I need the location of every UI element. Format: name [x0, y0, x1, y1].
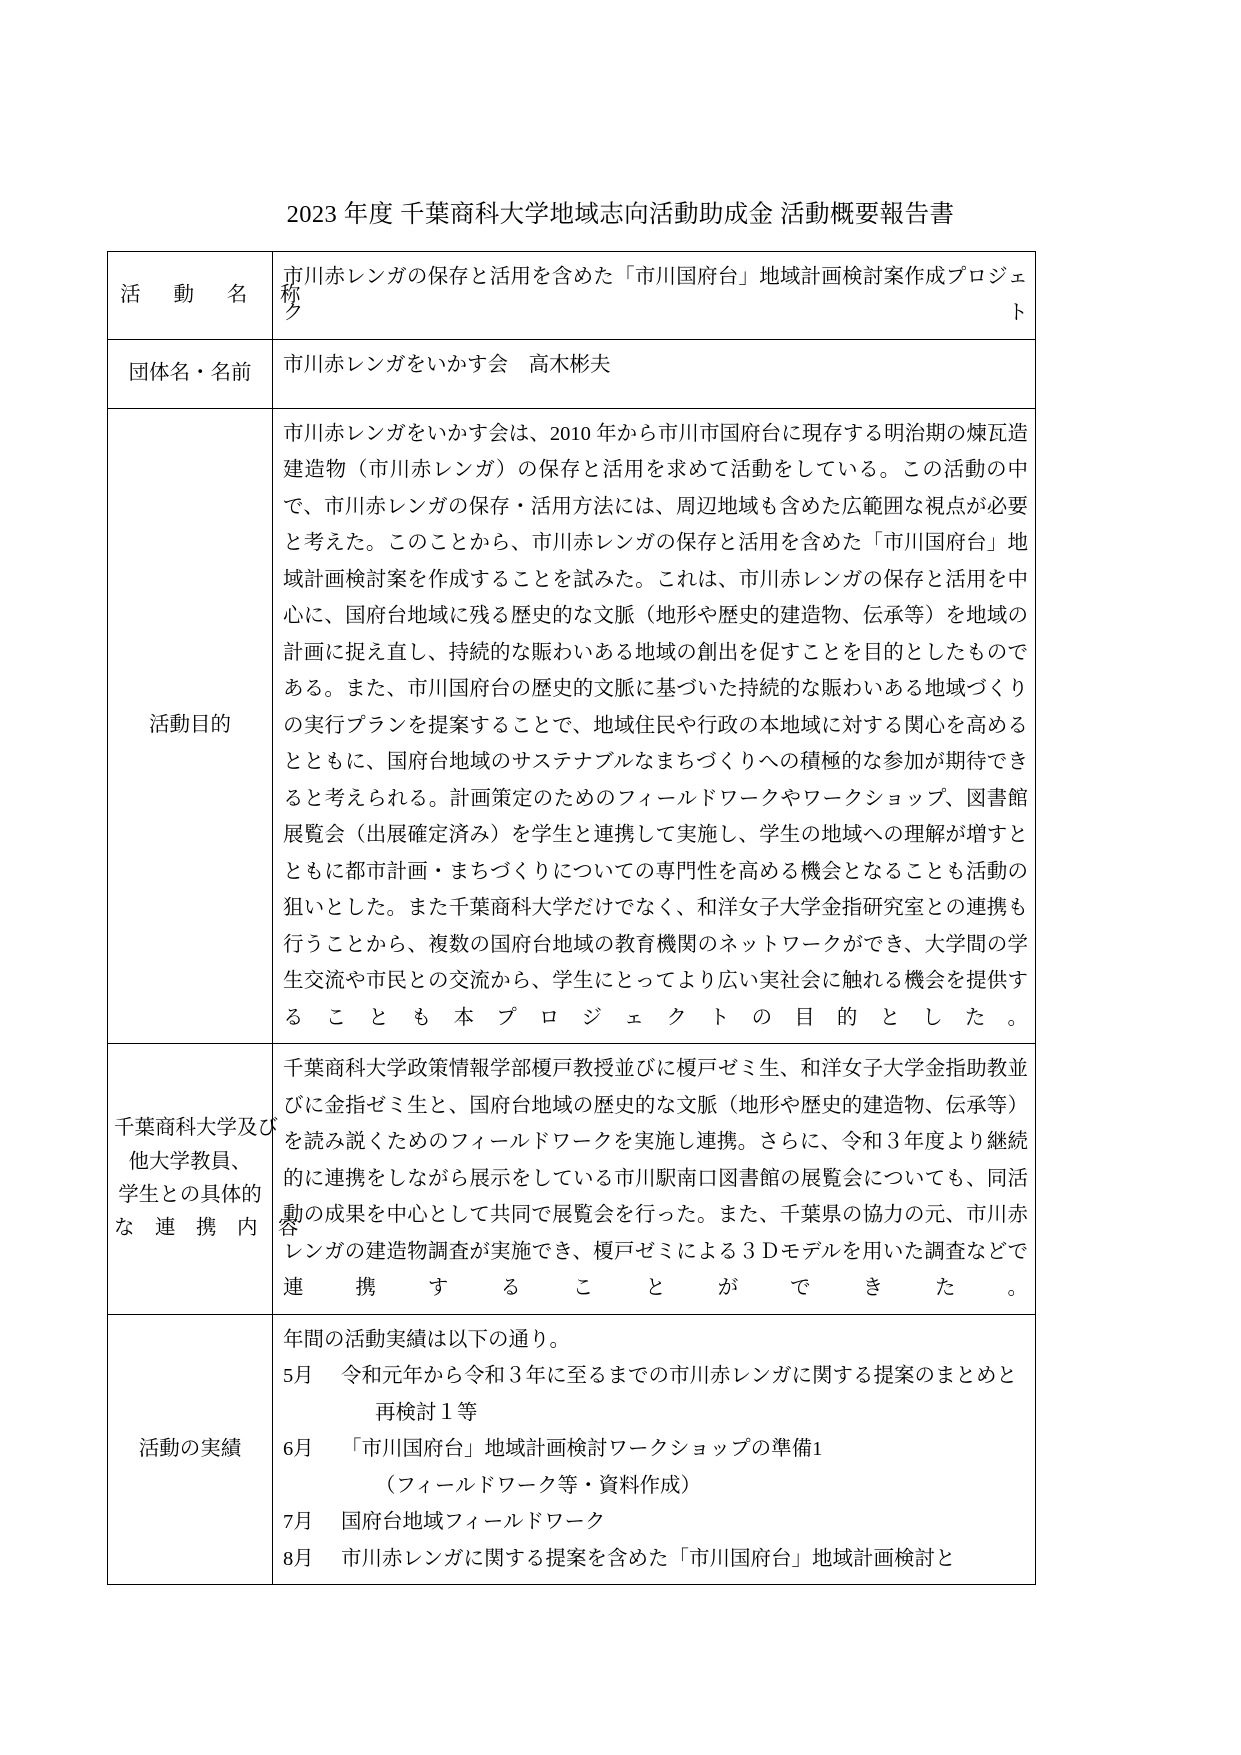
list-item	[283, 1541, 1028, 1577]
list-item	[283, 1358, 1028, 1394]
row-value-organization-name: 市川赤レンガをいかす会 高木彬夫	[273, 339, 1036, 408]
row-label-activity-purpose: 活動目的	[108, 408, 273, 1043]
report-table-body	[108, 252, 1036, 1585]
record-text: 市川赤レンガに関する提案を含めた「市川国府台」地域計画検討と	[341, 1547, 956, 1570]
row-label-activity-name: 活 動 名 称	[108, 252, 273, 340]
record-month: 6月	[283, 1438, 314, 1461]
record-intro: 年間の活動実績は以下の通り。	[283, 1328, 570, 1351]
row-value-collaboration: 千葉商科大学政策情報学部榎戸教授並びに榎戸ゼミ生、和洋女子大学金指助教並びに金指ゼミ生と、国府台地域の歴史的な文脈（地形や歴史的建造物、伝承等）を読み説くためのフィールドワークを実施し連携。さらに、令和３年度より継続的に連携をしながら展示をしている市川駅南口図書館の展覧会についても、同活動の成果を中心として共同で展覧会を行った。また、千葉県の協力の元、市川赤レンガの建造物調査が実施でき、榎戸ゼミによる３Ｄモデルを用いた調査などで連携することができた。	[273, 1044, 1036, 1314]
row-value-activity-record	[273, 1314, 1036, 1584]
page-title: 2023 年度 千葉商科大学地域志向活動助成金 活動概要報告書	[286, 201, 955, 228]
row-label-activity-record: 活動の実績	[108, 1314, 273, 1584]
row-value-activity-name: 市川赤レンガの保存と活用を含めた「市川国府台」地域計画検討案作成プロジェクト	[273, 252, 1036, 340]
record-text: 国府台地域フィールドワーク	[341, 1511, 606, 1534]
record-text: 令和元年から令和３年に至るまでの市川赤レンガに関する提案のまとめと	[341, 1365, 1017, 1388]
record-month: 7月	[283, 1511, 314, 1534]
table-row	[108, 408, 1036, 1043]
row-label-organization-name: 団体名・名前	[108, 339, 273, 408]
report-table	[107, 251, 1036, 1585]
table-row	[108, 1314, 1036, 1584]
list-item	[283, 1431, 1028, 1467]
table-row	[108, 339, 1036, 408]
record-month: 8月	[283, 1547, 314, 1570]
row-value-activity-purpose: 市川赤レンガをいかす会は、2010 年から市川市国府台に現存する明治期の煉瓦造建造物（市川赤レンガ）の保存と活用を求めて活動をしている。この活動の中で、市川赤レンガの保存・活用方法には、周辺地域も含めた広範囲な視点が必要と考えた。このことから、市川赤レンガの保存と活用を含めた「市川国府台」地域計画検討案を作成することを試みた。これは、市川赤レンガの保存と活用を中心に、国府台地域に残る歴史的な文脈（地形や歴史的建造物、伝承等）を地域の計画に捉え直し、持続的な賑わいある地域の創出を促すことを目的としたものである。また、市川国府台の歴史的文脈に基づいた持続的な賑わいある地域づくりの実行プランを提案することで、地域住民や行政の本地域に対する関心を高めるとともに、国府台地域のサステナブルなまちづくりへの積極的な参加が期待できると考えられる。計画策定のためのフィールドワークやワークショップ、図書館展覧会（出展確定済み）を学生と連携して実施し、学生の地域への理解が増すとともに都市計画・まちづくりについての専門性を高める機会となることも活動の狙いとした。また千葉商科大学だけでなく、和洋女子大学金指研究室との連携も行うことから、複数の国府台地域の教育機関のネットワークができ、大学間の学生交流や市民との交流から、学生にとってより広い実社会に触れる機会を提供することも本プロジェクトの目的とした。	[273, 408, 1036, 1043]
table-row	[108, 252, 1036, 340]
row-label-collaboration: 千葉商科大学及び 他大学教員、 学生との具体的 な 連 携 内 容	[108, 1044, 273, 1314]
record-continuation: 再検討１等	[375, 1401, 478, 1424]
record-month: 5月	[283, 1365, 314, 1388]
table-row	[108, 1044, 1036, 1314]
list-item	[283, 1504, 1028, 1540]
record-continuation: （フィールドワーク等・資料作成）	[375, 1474, 701, 1497]
record-text: 「市川国府台」地域計画検討ワークショップの準備1	[341, 1438, 823, 1461]
